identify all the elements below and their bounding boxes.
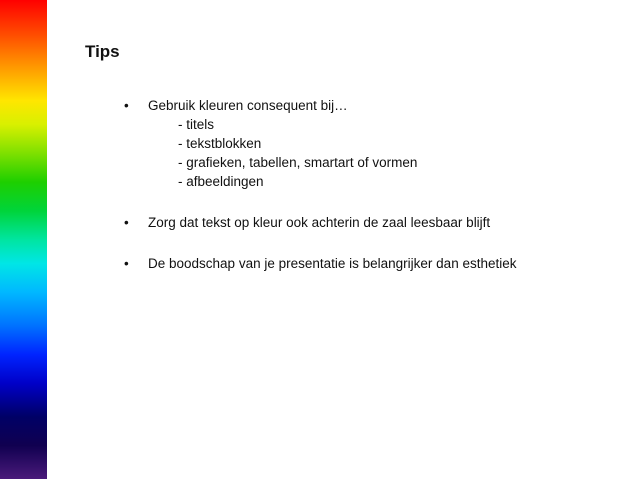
sub-list-item: - tekstblokken bbox=[178, 136, 262, 151]
bullet-text: Zorg dat tekst op kleur ook achterin de zaal leesbaar blijft bbox=[148, 215, 491, 230]
bullet-text: De boodschap van je presentatie is belangrijker dan esthetiek bbox=[148, 256, 517, 271]
sub-list bbox=[118, 115, 516, 191]
bullet-list bbox=[118, 96, 516, 273]
slide-title: Tips bbox=[85, 42, 120, 61]
spacer bbox=[118, 232, 516, 254]
bullet-item bbox=[118, 96, 516, 191]
sub-list-item: - afbeeldingen bbox=[178, 174, 264, 189]
bullet-item bbox=[118, 213, 516, 232]
sub-list-item: - titels bbox=[178, 117, 215, 132]
bullet-dot-icon: • bbox=[124, 98, 129, 113]
bullet-dot-icon: • bbox=[124, 256, 129, 271]
bullet-text: Gebruik kleuren consequent bij… bbox=[148, 98, 348, 113]
spacer bbox=[118, 191, 516, 213]
bullet-item bbox=[118, 254, 516, 273]
bullet-dot-icon: • bbox=[124, 215, 129, 230]
rainbow-gradient-bar bbox=[0, 0, 47, 479]
sub-list-item: - grafieken, tabellen, smartart of vormen bbox=[178, 155, 418, 170]
